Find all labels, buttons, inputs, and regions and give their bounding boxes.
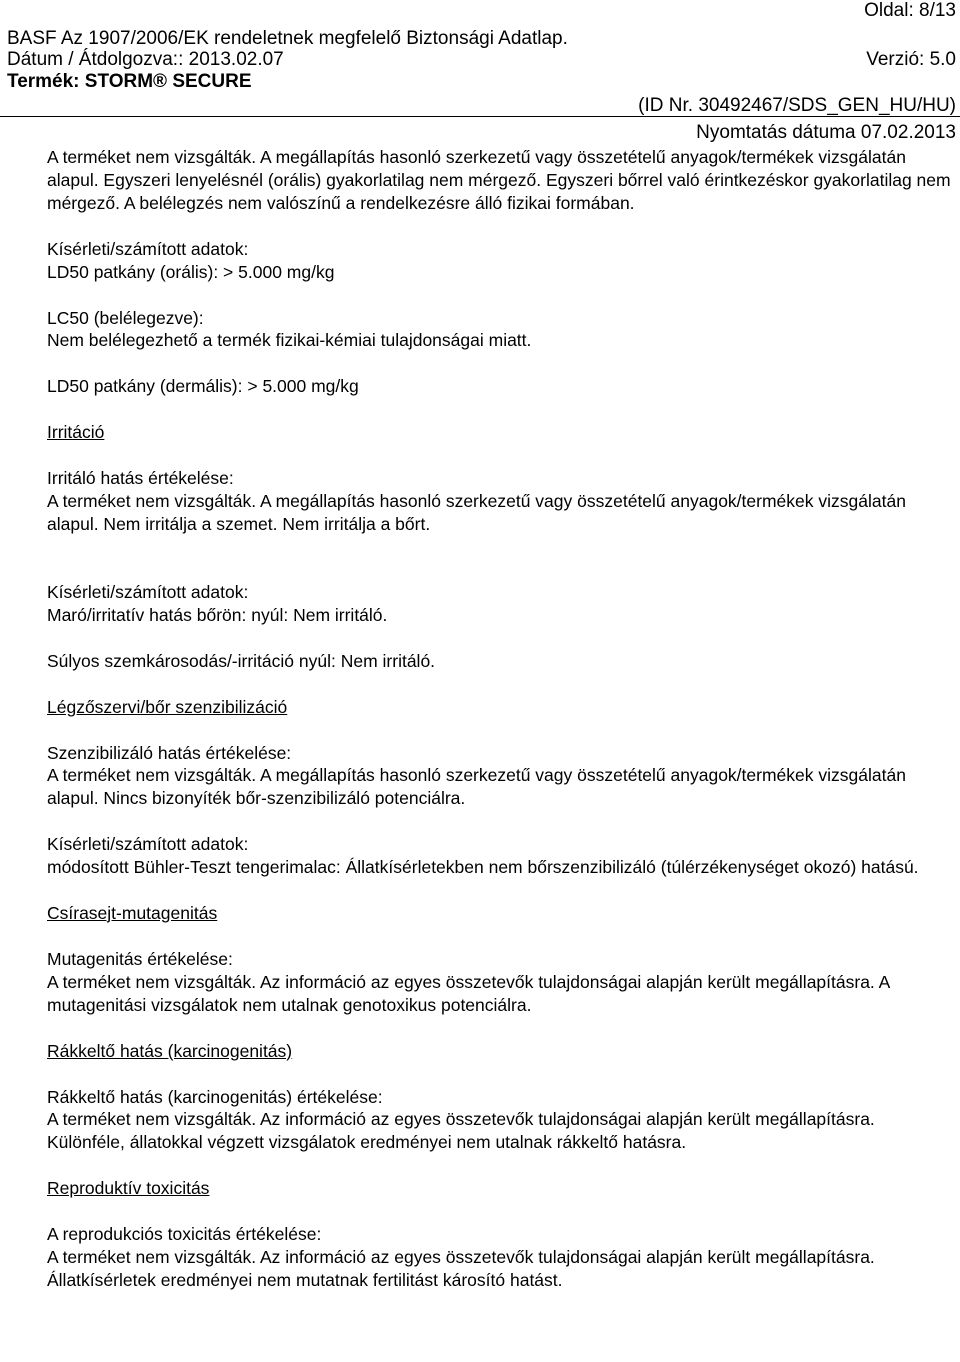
page-number: Oldal: 8/13: [864, 0, 956, 21]
carcinogenicity-eval-label: Rákkeltő hatás (karcinogenitás) értékelése:: [47, 1086, 383, 1107]
sensitization-eval-label: Szenzibilizáló hatás értékelése:: [47, 742, 292, 763]
irritation-eval-text: A terméket nem vizsgálták. A megállapítás hasonló szerkezetű vagy összetételű anyagok/termékek vizsgálatán alapul. Nem irritálja a szemet. Nem irritálja a bőrt.: [47, 491, 906, 534]
carcinogenicity-eval-text: A terméket nem vizsgálták. Az információ az egyes összetevők tulajdonságai alapján került megállapításra. Különféle, állatokkal végzett vizsgálatok eredményei nem utalnak rákkeltő hatásra.: [47, 1109, 875, 1153]
product-name: Termék: STORM® SECURE: [7, 71, 252, 92]
mutagenicity-eval-text: A terméket nem vizsgálták. Az információ az egyes összetevők tulajdonságai alapján került megállapításra. A mutagenitási vizsgálatok nem utalnak genotoxikus potenciálra.: [47, 971, 890, 1015]
version: Verzió: 5.0: [866, 49, 956, 70]
header-divider: [0, 116, 960, 117]
reproductive-eval-label: A reprodukciós toxicitás értékelése:: [47, 1224, 322, 1245]
buehler-test: módosított Bühler-Teszt tengerimalac: Állatkísérletekben nem bőrszenzibilizáló (túlérzékenységet okozó) hatású.: [47, 857, 919, 878]
experimental-data-label: Kísérleti/számított adatok:: [47, 238, 249, 259]
reproductive-heading: Reproduktív toxicitás: [47, 1178, 210, 1199]
ld50-dermal: LD50 patkány (dermális): > 5.000 mg/kg: [47, 376, 359, 397]
print-date: Nyomtatás dátuma 07.02.2013: [696, 122, 956, 143]
intro-paragraph: A terméket nem vizsgálták. A megállapítás hasonló szerkezetű vagy összetételű anyagok/termékek vizsgálatán alapul. Egyszeri lenyelésnél (orális) gyakorlatilag nem mérgező. Egyszeri bőrrel való érintkezéskor gyakorlatilag nem mérgező. A belélegzés nem valószínű a rendelkezésre álló fizikai formában.: [47, 147, 951, 213]
irritation-eval-label: Irritáló hatás értékelése:: [47, 468, 234, 489]
lc50-text: Nem belélegezhető a termék fizikai-kémiai tulajdonságai miatt.: [47, 330, 532, 351]
document-title: BASF Az 1907/2006/EK rendeletnek megfelelő Biztonsági Adatlap.: [7, 28, 568, 49]
carcinogenicity-heading: Rákkeltő hatás (karcinogenitás): [47, 1040, 293, 1061]
document-id: (ID Nr. 30492467/SDS_GEN_HU/HU): [638, 95, 956, 116]
eye-damage: Súlyos szemkárosodás/-irritáció nyúl: Nem irritáló.: [47, 650, 436, 671]
skin-corrosion: Maró/irritatív hatás bőrön: nyúl: Nem irritáló.: [47, 604, 388, 625]
lc50-label: LC50 (belélegezve):: [47, 307, 204, 328]
document-body: [47, 140, 952, 1292]
irritation-heading: Irritáció: [47, 422, 105, 443]
experimental-data-label: Kísérleti/számított adatok:: [47, 581, 249, 602]
revision-date: Dátum / Átdolgozva:: 2013.02.07: [7, 49, 284, 70]
ld50-oral: LD50 patkány (orális): > 5.000 mg/kg: [47, 261, 335, 282]
sensitization-heading: Légzőszervi/bőr szenzibilizáció: [47, 696, 288, 717]
mutagenicity-heading: Csírasejt-mutagenitás: [47, 903, 218, 924]
reproductive-eval-text: A terméket nem vizsgálták. Az információ az egyes összetevők tulajdonságai alapján került megállapításra. Állatkísérletek eredményei nem mutatnak fertilitást károsító hatást.: [47, 1247, 875, 1290]
experimental-data-label: Kísérleti/számított adatok:: [47, 834, 249, 855]
sensitization-eval-text: A terméket nem vizsgálták. A megállapítás hasonló szerkezetű vagy összetételű anyagok/termékek vizsgálatán alapul. Nincs bizonyíték bőr-szenzibilizáló potenciálra.: [47, 765, 906, 809]
mutagenicity-eval-label: Mutagenitás értékelése:: [47, 948, 233, 969]
